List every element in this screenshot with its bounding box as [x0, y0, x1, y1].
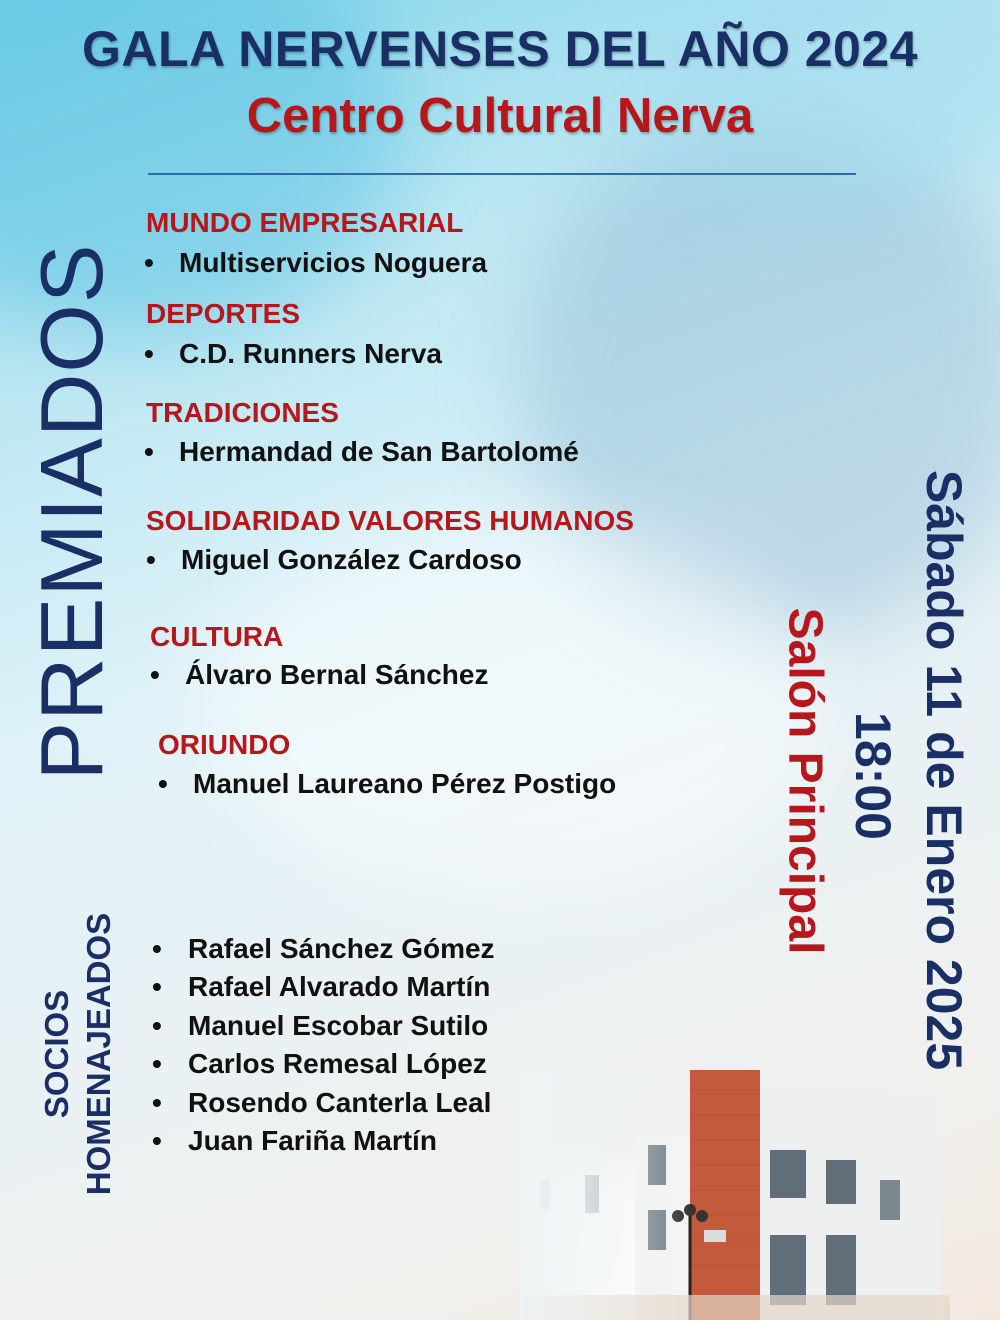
premiados-label: PREMIADOS — [22, 243, 121, 781]
honoree-name: Carlos Remesal López — [188, 1048, 487, 1080]
honoree-name: Juan Fariña Martín — [188, 1124, 437, 1156]
winner-name: Manuel Laureano Pérez Postigo — [193, 768, 617, 799]
bullet: • — [152, 1009, 162, 1041]
award-winner — [144, 338, 442, 370]
award-category: DEPORTES — [146, 298, 301, 329]
award-category: TRADICIONES — [146, 397, 339, 428]
bullet: • — [144, 338, 154, 369]
bullet: • — [144, 436, 154, 467]
honorees-label-line: SOCIOS — [38, 989, 75, 1119]
list-item — [152, 1084, 495, 1122]
award-winner — [144, 247, 487, 279]
winner-name: Hermandad de San Bartolomé — [179, 436, 579, 467]
winner-name: C.D. Runners Nerva — [179, 338, 442, 369]
honorees-label — [36, 913, 120, 1195]
page-title: GALA NERVENSES DEL AÑO 2024 — [82, 21, 918, 77]
bullet: • — [152, 971, 162, 1003]
list-item — [152, 1007, 495, 1045]
honorees-list — [152, 930, 495, 1160]
list-item — [152, 1122, 495, 1160]
winner-name: Álvaro Bernal Sánchez — [185, 659, 489, 690]
award-category: CULTURA — [150, 621, 284, 652]
event-date: Sábado 11 de Enero 2025 — [916, 469, 972, 1071]
list-item — [152, 930, 495, 968]
award-category: MUNDO EMPRESARIAL — [146, 207, 464, 238]
winner-name: Miguel González Cardoso — [181, 544, 522, 575]
event-time: 18:00 — [845, 712, 901, 840]
bullet: • — [146, 544, 156, 575]
award-winner — [146, 544, 522, 576]
title-divider — [148, 173, 856, 175]
honoree-name: Rafael Alvarado Martín — [188, 971, 491, 1003]
venue-subtitle: Centro Cultural Nerva — [246, 89, 754, 143]
honorees-label-line: HOMENAJEADOS — [80, 912, 117, 1196]
award-category: ORIUNDO — [158, 729, 291, 760]
bullet: • — [152, 1086, 162, 1118]
list-item — [152, 1045, 495, 1083]
winner-name: Multiservicios Noguera — [179, 247, 488, 278]
bullet: • — [152, 1048, 162, 1080]
honoree-name: Rafael Sánchez Gómez — [188, 933, 495, 964]
honoree-name: Rosendo Canterla Leal — [188, 1086, 492, 1118]
bullet: • — [150, 659, 160, 690]
background-wash — [200, 520, 820, 900]
award-winner — [158, 768, 616, 800]
event-venue: Salón Principal — [778, 607, 832, 955]
award-winner — [150, 659, 488, 691]
honoree-name: Manuel Escobar Sutilo — [188, 1009, 489, 1041]
list-item — [152, 968, 495, 1006]
building-illustration — [520, 1070, 950, 1320]
award-category: SOLIDARIDAD VALORES HUMANOS — [146, 505, 634, 536]
award-winner — [144, 436, 579, 468]
bullet: • — [158, 768, 168, 799]
bullet: • — [152, 933, 162, 964]
bullet: • — [152, 1124, 162, 1156]
bullet: • — [144, 247, 154, 278]
